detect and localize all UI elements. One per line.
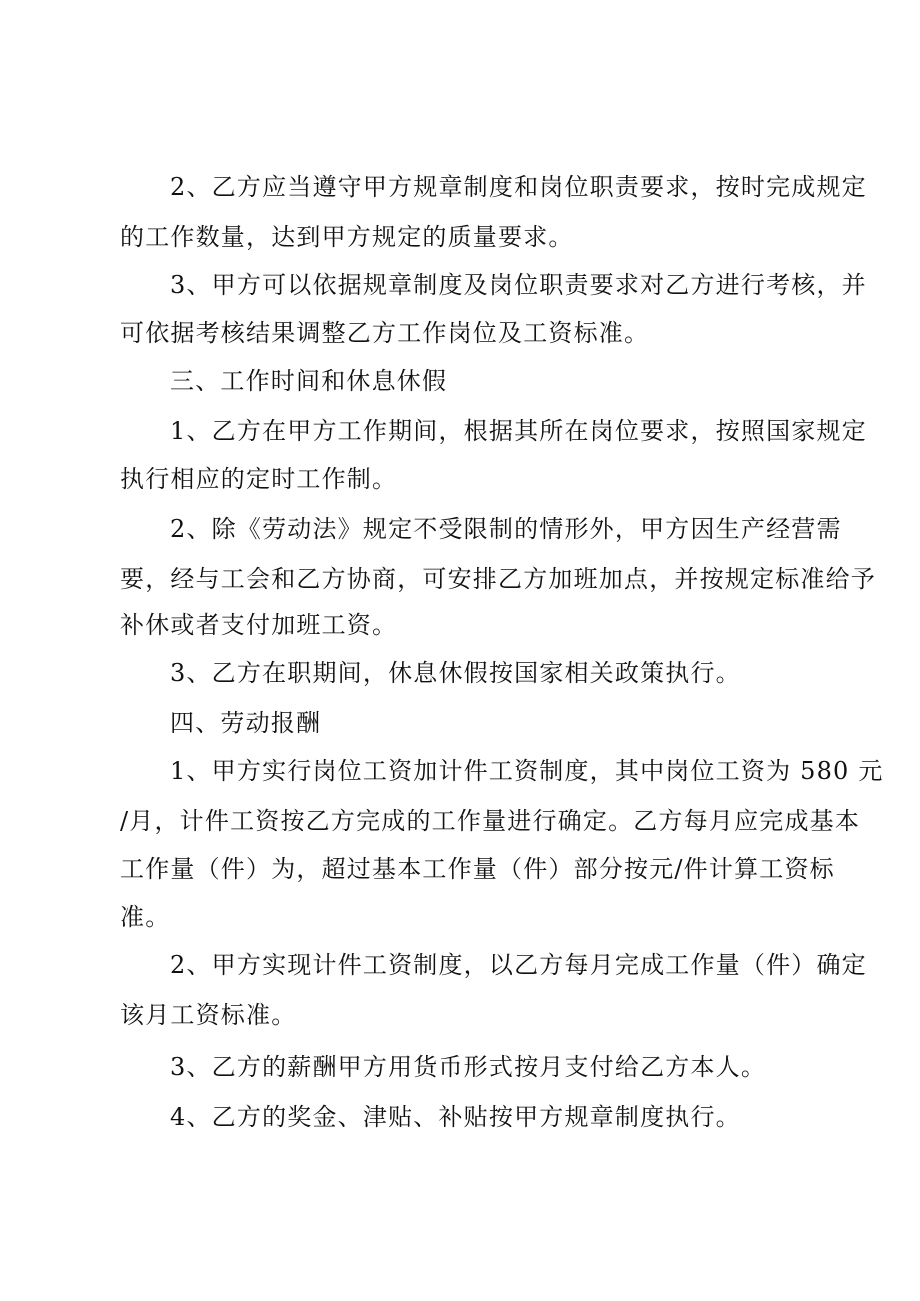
paragraph-line: 补休或者支付加班工资。: [120, 611, 398, 639]
paragraph-line: 3、甲方可以依据规章制度及岗位职责要求对乙方进行考核，并: [170, 271, 867, 299]
paragraph-line: 该月工资标准。: [120, 1001, 297, 1029]
paragraph-line: 2、甲方实现计件工资制度，以乙方每月完成工作量（件）确定: [170, 951, 867, 979]
paragraph-line: 1、乙方在甲方工作期间，根据其所在岗位要求，按照国家规定: [170, 417, 867, 445]
section-heading: 四、劳动报酬: [170, 709, 322, 737]
paragraph-line: 要，经与工会和乙方协商，可安排乙方加班加点，并按规定标准给予: [120, 565, 876, 593]
paragraph-line: 4、乙方的奖金、津贴、补贴按甲方规章制度执行。: [170, 1103, 741, 1131]
paragraph-line: 2、乙方应当遵守甲方规章制度和岗位职责要求，按时完成规定: [170, 173, 867, 201]
paragraph-line: 1、甲方实行岗位工资加计件工资制度，其中岗位工资为 580 元: [170, 757, 884, 785]
paragraph-line: 2、除《劳动法》规定不受限制的情形外，甲方因生产经营需: [170, 515, 842, 543]
paragraph-line: 准。: [120, 903, 171, 931]
paragraph-line: 的工作数量，达到甲方规定的质量要求。: [120, 223, 574, 251]
paragraph-line: 3、乙方在职期间，休息休假按国家相关政策执行。: [170, 659, 741, 687]
paragraph-line: /月，计件工资按乙方完成的工作量进行确定。乙方每月应完成基本: [120, 807, 861, 835]
paragraph-line: 3、乙方的薪酬甲方用货币形式按月支付给乙方本人。: [170, 1053, 767, 1081]
paragraph-line: 执行相应的定时工作制。: [120, 465, 398, 493]
section-heading: 三、工作时间和休息休假: [170, 367, 448, 395]
paragraph-line: 工作量（件）为，超过基本工作量（件）部分按元/件计算工资标: [120, 855, 835, 883]
paragraph-line: 可依据考核结果调整乙方工作岗位及工资标准。: [120, 319, 650, 347]
